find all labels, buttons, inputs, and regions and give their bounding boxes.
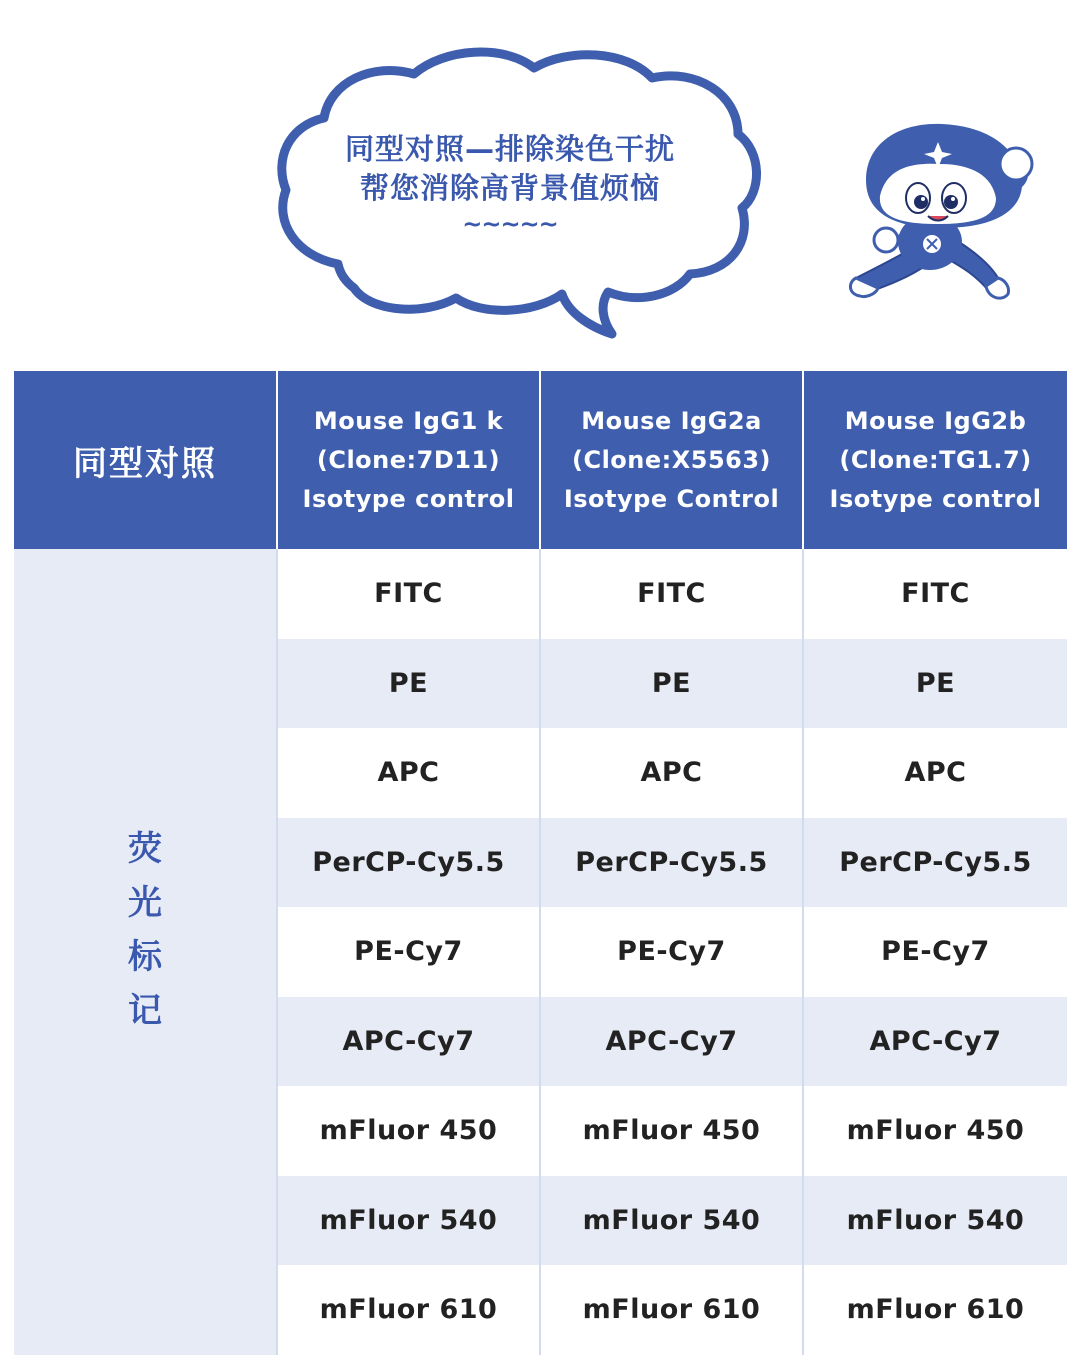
mascot-icon: [846, 118, 1036, 318]
header-line: Mouse IgG1 k: [313, 406, 504, 435]
isotype-table: [14, 371, 1067, 1355]
banner-tilde: ~~~~~: [462, 210, 558, 238]
header-line: Mouse IgG2b: [844, 406, 1027, 435]
banner-line-1: 同型对照—排除染色干扰: [344, 132, 675, 166]
table-cell: PerCP-Cy5.5: [541, 818, 802, 908]
fluorescent-label-side: [14, 549, 276, 1355]
side-char: 标: [128, 936, 162, 977]
table-cell: mFluor 610: [804, 1265, 1067, 1355]
table-cell: PE-Cy7: [541, 907, 802, 997]
table-cell: FITC: [804, 549, 1067, 639]
header-line: Isotype Control: [563, 484, 780, 513]
side-char: 荧: [128, 828, 162, 869]
banner-text: [300, 130, 720, 236]
table-cell: PE: [804, 639, 1067, 729]
table-cell: mFluor 540: [804, 1176, 1067, 1266]
table-cell: FITC: [541, 549, 802, 639]
table-cell: FITC: [278, 549, 539, 639]
banner: [0, 0, 1080, 360]
header-line: (Clone:X5563): [571, 445, 772, 474]
column-header-igg2b: [804, 371, 1067, 549]
table-cell: mFluor 610: [541, 1265, 802, 1355]
table-corner-title: 同型对照: [14, 371, 276, 549]
header-line: Mouse IgG2a: [581, 406, 762, 435]
table-cell: APC-Cy7: [541, 997, 802, 1087]
table-cell: mFluor 450: [541, 1086, 802, 1176]
header-line: (Clone:7D11): [316, 445, 501, 474]
table-cell: APC: [278, 728, 539, 818]
table-cell: PE: [278, 639, 539, 729]
table-cell: PerCP-Cy5.5: [278, 818, 539, 908]
table-cell: APC-Cy7: [278, 997, 539, 1087]
table-cell: PerCP-Cy5.5: [804, 818, 1067, 908]
table-cell: APC: [541, 728, 802, 818]
table-cell: mFluor 540: [278, 1176, 539, 1266]
table-cell: PE-Cy7: [804, 907, 1067, 997]
header-line: Isotype control: [829, 484, 1042, 513]
banner-line-2: 帮您消除高背景值烦恼: [359, 171, 660, 205]
table-cell: mFluor 610: [278, 1265, 539, 1355]
table-cell: APC: [804, 728, 1067, 818]
column-header-igg2a: [541, 371, 802, 549]
table-cell: mFluor 450: [278, 1086, 539, 1176]
table-cell: APC-Cy7: [804, 997, 1067, 1087]
table-cell: PE-Cy7: [278, 907, 539, 997]
header-line: (Clone:TG1.7): [839, 445, 1032, 474]
side-char: 记: [128, 990, 162, 1031]
table-cell: mFluor 450: [804, 1086, 1067, 1176]
table-cell: mFluor 540: [541, 1176, 802, 1266]
side-char: 光: [128, 882, 162, 923]
header-line: Isotype control: [302, 484, 515, 513]
table-cell: PE: [541, 639, 802, 729]
column-header-igg1: [278, 371, 539, 549]
